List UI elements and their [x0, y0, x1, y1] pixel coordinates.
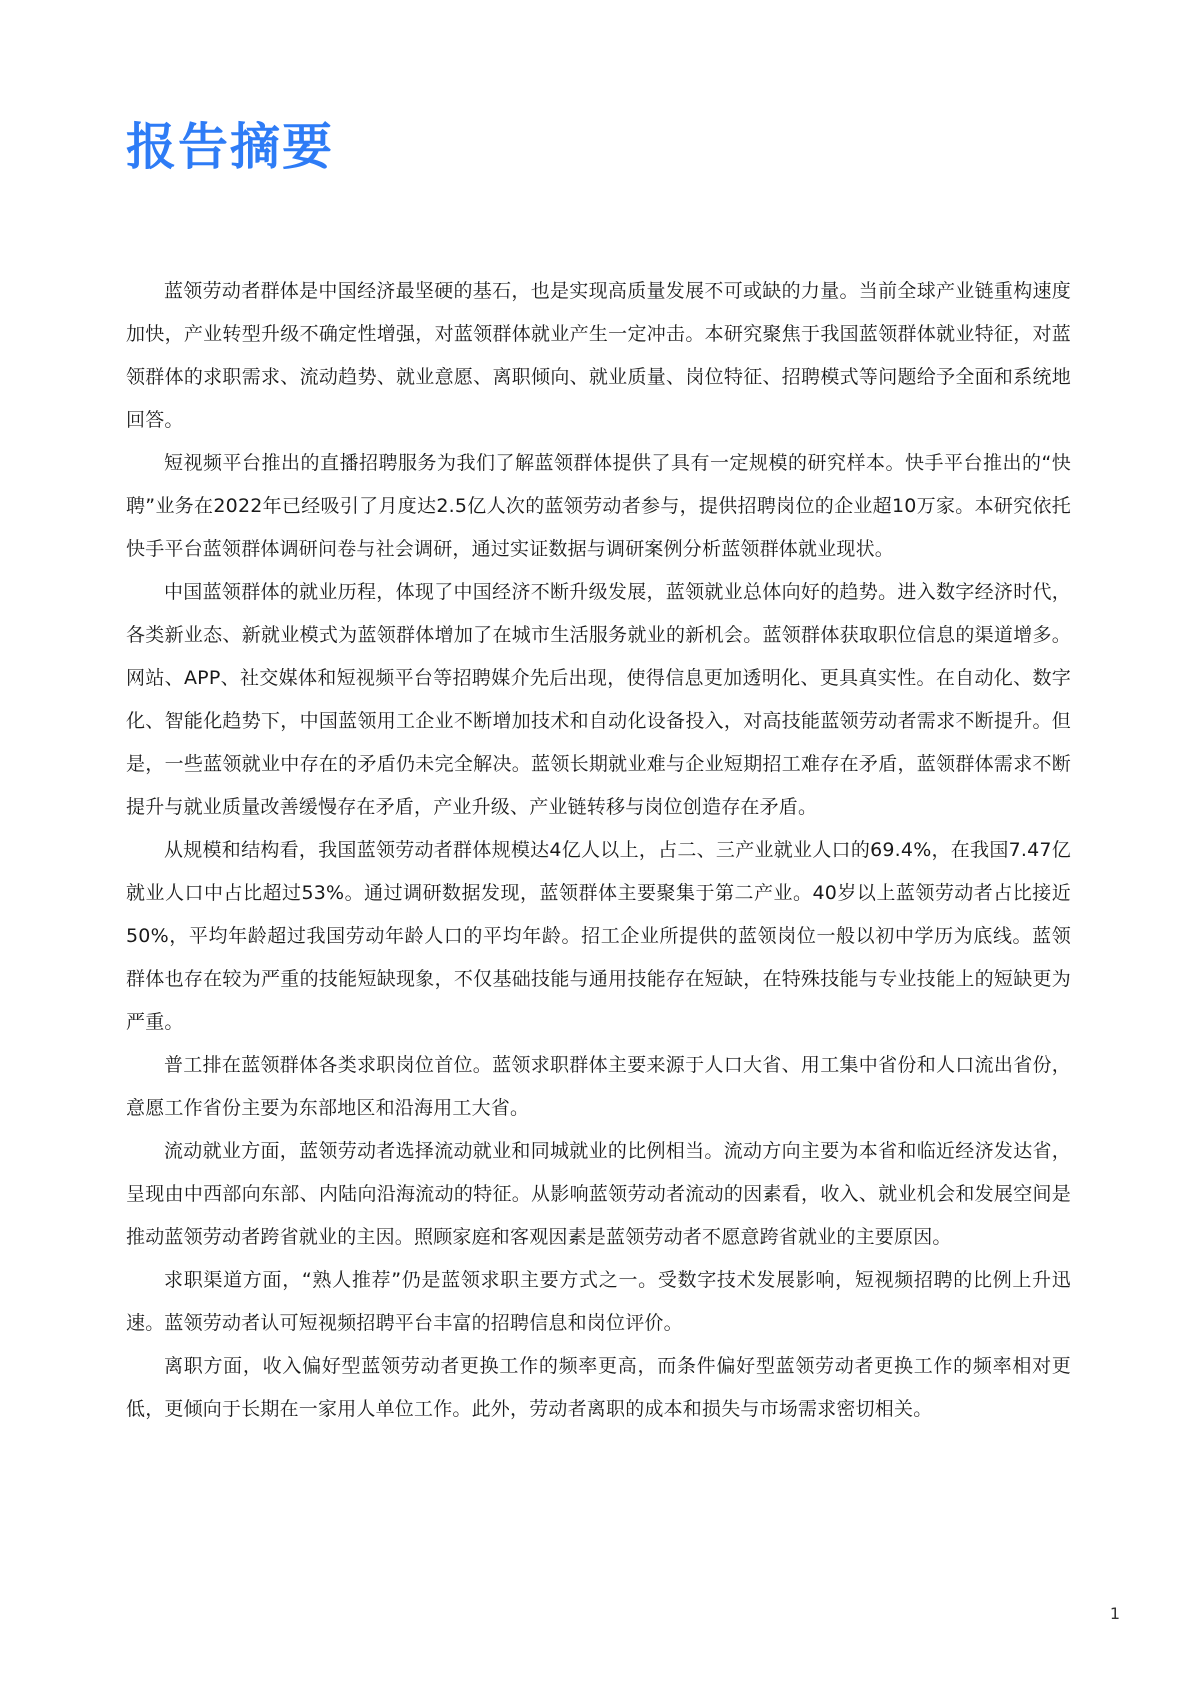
paragraph-intro: 蓝领劳动者群体是中国经济最坚硬的基石，也是实现高质量发展不可或缺的力量。当前全球产业链重构速度加快，产业转型升级不确定性增强，对蓝领群体就业产生一定冲击。本研究聚焦于我国蓝领群体就业特征，对蓝领群体的求职需求、流动趋势、就业意愿、离职倾向、就业质量、岗位特征、招聘模式等问题给予全面和系统地回答。	[126, 280, 1071, 431]
paragraph-turnover: 离职方面，收入偏好型蓝领劳动者更换工作的频率更高，而条件偏好型蓝领劳动者更换工作的频率相对更低，更倾向于长期在一家用人单位工作。此外，劳动者离职的成本和损失与市场需求密切相关。	[126, 1355, 1071, 1420]
paragraph-jobs: 普工排在蓝领群体各类求职岗位首位。蓝领求职群体主要来源于人口大省、用工集中省份和人口流出省份，意愿工作省份主要为东部地区和沿海用工大省。	[126, 1054, 1071, 1119]
paragraph-history: 中国蓝领群体的就业历程，体现了中国经济不断升级发展，蓝领就业总体向好的趋势。进入数字经济时代，各类新业态、新就业模式为蓝领群体增加了在城市生活服务就业的新机会。蓝领群体获取职位信息的渠道增多。网站、APP、社交媒体和短视频平台等招聘媒介先后出现，使得信息更加透明化、更具真实性。在自动化、数字化、智能化趋势下，中国蓝领用工企业不断增加技术和自动化设备投入，对高技能蓝领劳动者需求不断提升。但是，一些蓝领就业中存在的矛盾仍未完全解决。蓝领长期就业难与企业短期招工难存在矛盾，蓝领群体需求不断提升与就业质量改善缓慢存在矛盾，产业升级、产业链转移与岗位创造存在矛盾。	[126, 581, 1071, 818]
paragraph-channels: 求职渠道方面，“熟人推荐”仍是蓝领求职主要方式之一。受数字技术发展影响，短视频招聘的比例上升迅速。蓝领劳动者认可短视频招聘平台丰富的招聘信息和岗位评价。	[126, 1269, 1071, 1334]
paragraph-sample: 短视频平台推出的直播招聘服务为我们了解蓝领群体提供了具有一定规模的研究样本。快手平台推出的“快聘”业务在2022年已经吸引了月度达2.5亿人次的蓝领劳动者参与，提供招聘岗位的企业超10万家。本研究依托快手平台蓝领群体调研问卷与社会调研，通过实证数据与调研案例分析蓝领群体就业现状。	[126, 452, 1071, 560]
paragraph-scale: 从规模和结构看，我国蓝领劳动者群体规模达4亿人以上，占二、三产业就业人口的69.4%，在我国7.47亿就业人口中占比超过53%。通过调研数据发现，蓝领群体主要聚集于第二产业。40岁以上蓝领劳动者占比接近50%，平均年龄超过我国劳动年龄人口的平均年龄。招工企业所提供的蓝领岗位一般以初中学历为底线。蓝领群体也存在较为严重的技能短缺现象，不仅基础技能与通用技能存在短缺，在特殊技能与专业技能上的短缺更为严重。	[126, 839, 1071, 1033]
summary-body	[126, 270, 1071, 1431]
paragraph-mobility: 流动就业方面，蓝领劳动者选择流动就业和同城就业的比例相当。流动方向主要为本省和临近经济发达省，呈现由中西部向东部、内陆向沿海流动的特征。从影响蓝领劳动者流动的因素看，收入、就业机会和发展空间是推动蓝领劳动者跨省就业的主因。照顾家庭和客观因素是蓝领劳动者不愿意跨省就业的主要原因。	[126, 1140, 1071, 1248]
page-number: 1	[1109, 1604, 1120, 1623]
page-title: 报告摘要	[126, 118, 334, 176]
